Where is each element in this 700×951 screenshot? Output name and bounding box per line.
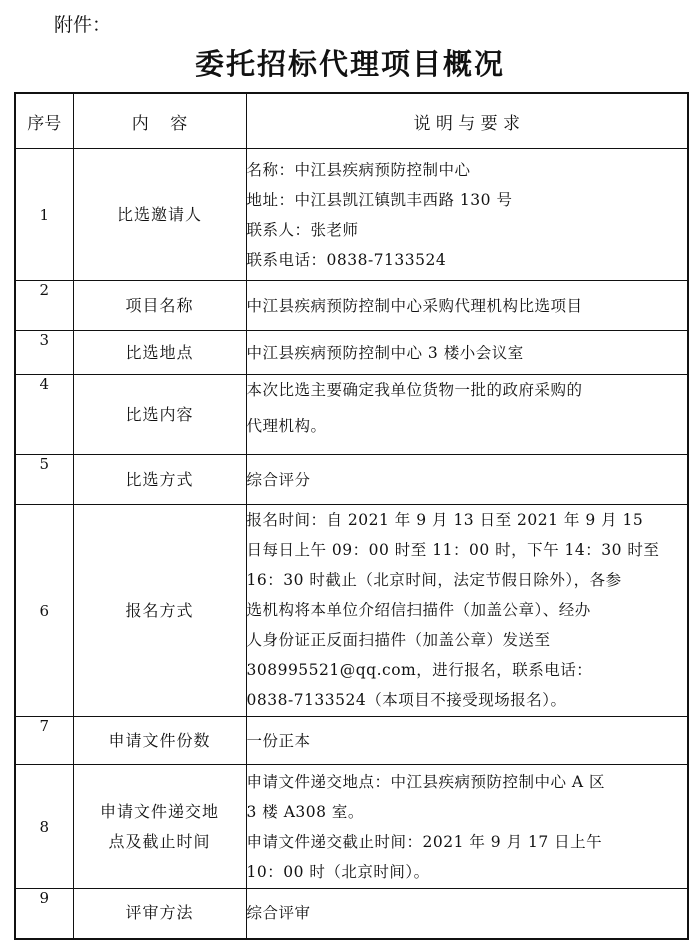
- header-item: 内 容: [73, 93, 246, 149]
- desc-line: 地址：中江县凯江镇凯丰西路 130 号: [246, 190, 513, 209]
- table-row: [15, 765, 688, 889]
- row-num: 1: [15, 149, 73, 281]
- desc-line: 本次比选主要确定我单位货物一批的政府采购的: [246, 381, 583, 399]
- header-desc: 说 明 与 要 求: [246, 93, 688, 149]
- desc-line: 16：30 时截止（北京时间，法定节假日除外），各参: [246, 571, 622, 589]
- desc-line: 0838-7133524（本项目不接受现场报名）。: [246, 691, 567, 709]
- row-item: 比选内容: [73, 375, 246, 455]
- row-num: 6: [15, 505, 73, 717]
- row-desc: [246, 505, 688, 717]
- row-item: 项目名称: [73, 281, 246, 331]
- desc-line: 选机构将本单位介绍信扫描件（加盖公章）、经办: [246, 601, 591, 619]
- row-item: 申请文件递交地点及截止时间: [73, 765, 246, 889]
- table-row: [15, 455, 688, 505]
- row-item: 比选邀请人: [73, 149, 246, 281]
- desc-line: 代理机构。: [246, 417, 327, 435]
- header-num: 序号: [15, 93, 73, 149]
- desc-line: 中江县疾病预防控制中心采购代理机构比选项目: [246, 296, 583, 315]
- row-num: 4: [15, 375, 73, 455]
- row-num: 7: [15, 717, 73, 765]
- row-item: 比选方式: [73, 455, 246, 505]
- project-overview-table: [14, 92, 689, 940]
- page-title: 委托招标代理项目概况: [194, 47, 505, 81]
- table-row: [15, 505, 688, 717]
- row-desc: [246, 889, 688, 939]
- desc-line: 申请文件递交截止时间：2021 年 9 月 17 日上午: [246, 832, 603, 851]
- row-num: 2: [15, 281, 73, 331]
- desc-line: 报名时间：自 2021 年 9 月 13 日至 2021 年 9 月 15: [246, 511, 644, 529]
- row-item: 报名方式: [73, 505, 246, 717]
- table-row: [15, 717, 688, 765]
- desc-line: 联系人：张老师: [246, 220, 359, 239]
- row-desc: [246, 281, 688, 331]
- desc-line: 人身份证正反面扫描件（加盖公章）发送至: [246, 631, 551, 649]
- row-num: 8: [15, 765, 73, 889]
- table-row: [15, 149, 688, 281]
- row-desc: [246, 375, 688, 455]
- row-num: 9: [15, 889, 73, 939]
- table-row: [15, 375, 688, 455]
- row-item: 评审方法: [73, 889, 246, 939]
- table-row: [15, 331, 688, 375]
- row-desc: [246, 765, 688, 889]
- desc-line: 综合评审: [246, 904, 311, 923]
- desc-line: 联系电话：0838-7133524: [246, 250, 447, 269]
- desc-line: 综合评分: [246, 470, 311, 489]
- desc-line: 一份正本: [246, 731, 311, 750]
- row-desc: [246, 717, 688, 765]
- row-desc: [246, 455, 688, 505]
- row-item: 申请文件份数: [73, 717, 246, 765]
- table-row: [15, 281, 688, 331]
- row-desc: [246, 149, 688, 281]
- table-header-row: [15, 93, 688, 149]
- desc-line: 308995521@qq.com，进行报名，联系电话：: [246, 661, 593, 679]
- row-num: 3: [15, 331, 73, 375]
- row-item: 比选地点: [73, 331, 246, 375]
- desc-line: 申请文件递交地点：中江县疾病预防控制中心 A 区: [246, 772, 606, 791]
- table-row: [15, 889, 688, 939]
- desc-line: 中江县疾病预防控制中心 3 楼小会议室: [246, 343, 524, 362]
- desc-line: 名称：中江县疾病预防控制中心: [246, 160, 471, 179]
- desc-line: 日每日上午 09：00 时至 11：00 时，下午 14：30 时至: [246, 541, 660, 559]
- row-num: 5: [15, 455, 73, 505]
- row-desc: [246, 331, 688, 375]
- attachment-label: 附件：: [54, 14, 112, 36]
- desc-line: 3 楼 A308 室。: [246, 802, 364, 821]
- desc-line: 10：00 时（北京时间）。: [246, 862, 430, 881]
